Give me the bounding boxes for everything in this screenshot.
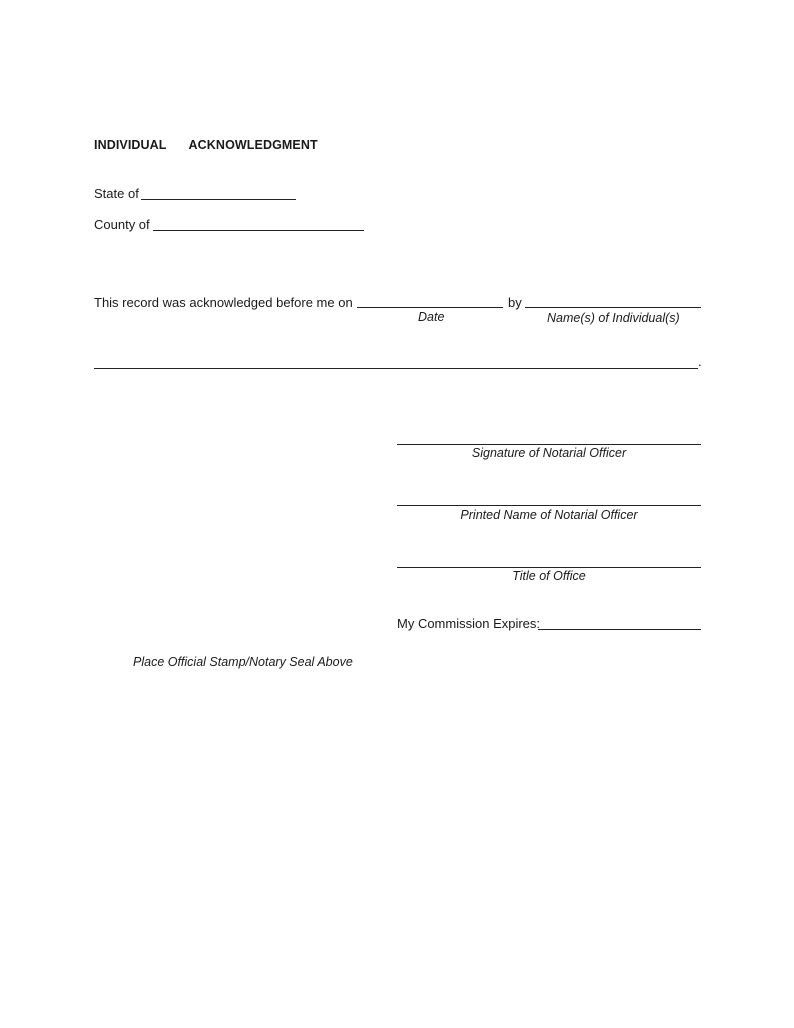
names-caption: Name(s) of Individual(s)	[547, 311, 680, 325]
by-text: by	[508, 295, 522, 310]
title-of-office-caption: Title of Office	[512, 569, 586, 583]
names-field[interactable]	[525, 307, 701, 308]
county-label: County of	[94, 217, 150, 232]
printed-name-field[interactable]	[397, 505, 701, 506]
page-title: INDIVIDUAL ACKNOWLEDGMENT	[94, 138, 318, 152]
county-field[interactable]	[153, 230, 364, 231]
signature-caption: Signature of Notarial Officer	[471, 446, 627, 460]
signature-field[interactable]	[397, 444, 701, 445]
printed-name-caption: Printed Name of Notarial Officer	[460, 508, 638, 522]
period-mark: .	[698, 354, 702, 369]
state-field[interactable]	[141, 199, 296, 200]
commission-expires-field[interactable]	[538, 629, 701, 630]
record-text: This record was acknowledged before me on	[94, 295, 353, 310]
title-of-office-field[interactable]	[397, 567, 701, 568]
commission-label: My Commission Expires:	[397, 616, 541, 631]
date-caption: Date	[418, 310, 445, 324]
names-continuation-field[interactable]	[94, 368, 698, 369]
date-field[interactable]	[357, 307, 503, 308]
state-label: State of	[94, 186, 139, 201]
seal-caption: Place Official Stamp/Notary Seal Above	[133, 655, 353, 669]
